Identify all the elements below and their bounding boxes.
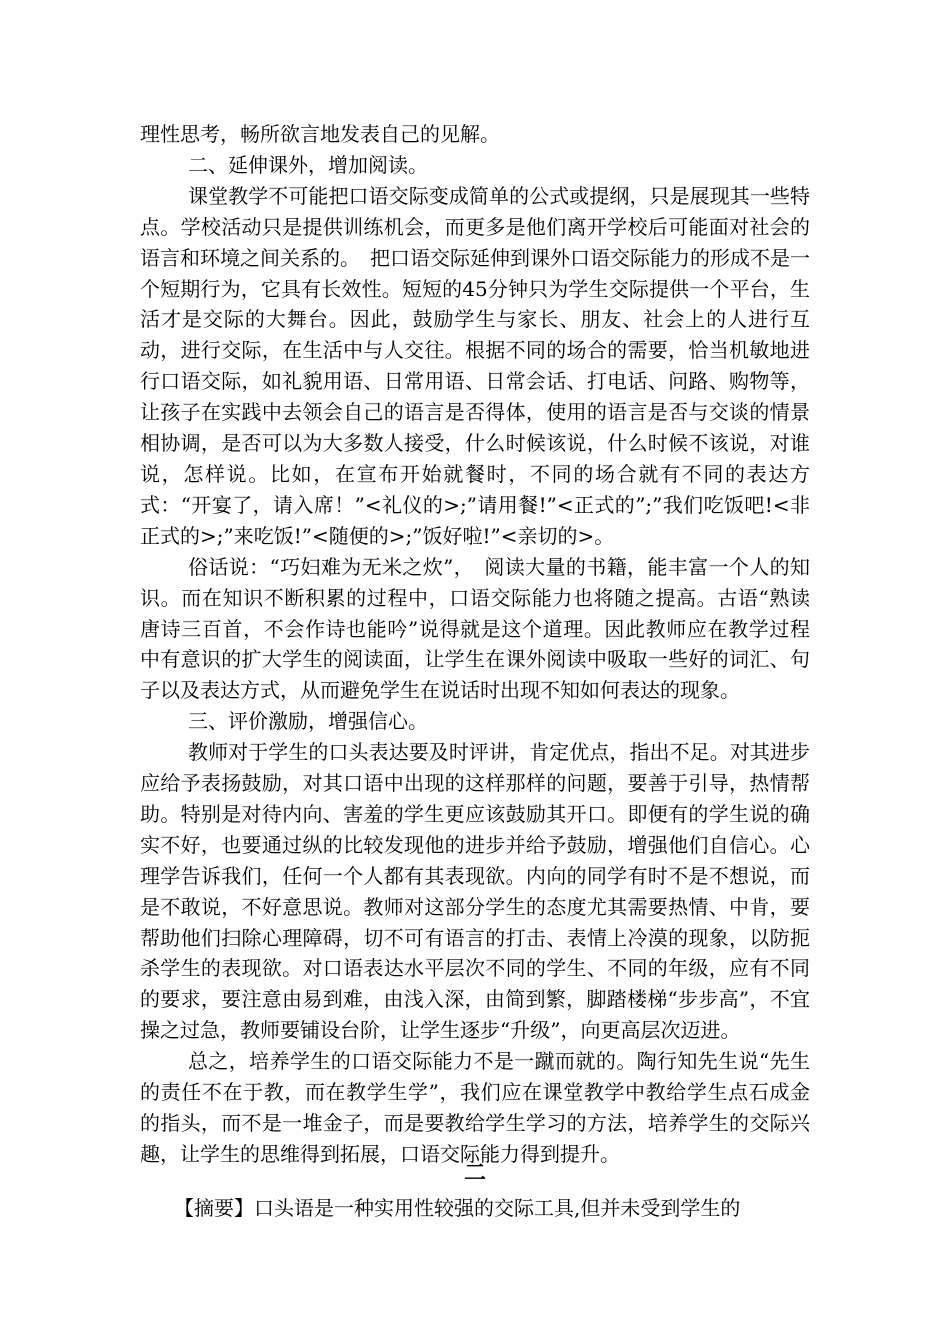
paragraph-reading-books: 俗话说：“巧妇难为无米之炊”， 阅读大量的书籍，能丰富一个人的知识。而在知识不断积累的过程中，口语交际能力也将随之提高。古语“熟读唐诗三百首，不会作诗也能吟”说得就是这个道理。因此教师应在教学过程中有意识的扩大学生的阅读面，让学生在课外阅读中吸取一些好的词汇、句子以及表达方式，从而避免学生在说话时出现不知如何表达的现象。 <box>140 554 810 703</box>
section-heading-encourage-confidence: 三、评价激励，增强信心。 <box>188 709 428 734</box>
paragraph-extend-outside-class: 课堂教学不可能把口语交际变成简单的公式或提纲，只是展现其一些特点。学校活动只是提供训练机会，而更多是他们离开学校后可能面对社会的语言和环境之间关系的。 把口语交际延伸到课外口语交际能力的形成不是一个短期行为，它具有长效性。短短的45分钟只为学生交际提供一个平台，生活才是交际的大舞台。因此，鼓励学生与家长、朋友、社会上的人进行互动，进行交际，在生活中与人交往。根据不同的场合的需要，恰当机敏地进行口语交际，如礼貌用语、日常用语、日常会话、打电话、问路、购物等，让孩子在实践中去领会自己的语言是否得体，使用的语言是否与交谈的情景相协调，是否可以为大多数人接受，什么时候该说，什么时候不该说，对谁说，怎样说。比如，在宣布开始就餐时，不同的场合就有不同的表达方式：“开宴了，请入席！”<礼仪的>;”请用餐!”<正式的”;”我们吃饭吧!<非正式的>;”来吃饭!”<随便的>;”饭好啦!”<亲切的>。 <box>140 183 810 548</box>
paragraph-teacher-evaluation: 教师对于学生的口头表达要及时评讲，肯定优点，指出不足。对其进步应给予表扬鼓励，对其口语中出现的这样那样的问题，要善于引导，热情帮助。特别是对待内向、害羞的学生更应该鼓励其开口。即便有的学生说的确实不好，也要通过纵的比较发现他的进步并给予鼓励，增强他们自信心。心理学告诉我们，任何一个人都有其表现欲。内向的同学有时不是不想说，而是不敢说，不好意思说。教师对这部分学生的态度尤其需要热情、中肯，要帮助他们扫除心理障碍，切不可有语言的打击、表情上冷漠的现象，以防扼杀学生的表现欲。对口语表达水平层次不同的学生、不同的年级，应有不同的要求，要注意由易到难，由浅入深，由简到繁，脚踏楼梯“步步高”，不宜操之过急，教师要铺设台阶，让学生逐步“升级”，向更高层次迈进。 <box>140 740 810 1043</box>
section-heading-extend-reading: 二、延伸课外，增加阅读。 <box>188 152 428 177</box>
section-number-heading: 二 <box>463 1160 486 1186</box>
abstract-first-line: 【摘要】口头语是一种实用性较强的交际工具,但并未受到学生的 <box>174 1196 741 1220</box>
paragraph-continuation: 理性思考，畅所欲言地发表自己的见解。 <box>140 122 500 146</box>
article-body <box>140 119 810 1170</box>
paragraph-conclusion: 总之，培养学生的口语交际能力不是一蹴而就的。陶行知先生说“先生的责任不在于教，而在教学生学”，我们应在课堂教学中教给学生点石成金的指头，而不是一堆金子，而是要教给学生学习的方法，培养学生的交际兴趣，让学生的思维得到拓展，口语交际能力得到提升。 <box>140 1049 810 1166</box>
